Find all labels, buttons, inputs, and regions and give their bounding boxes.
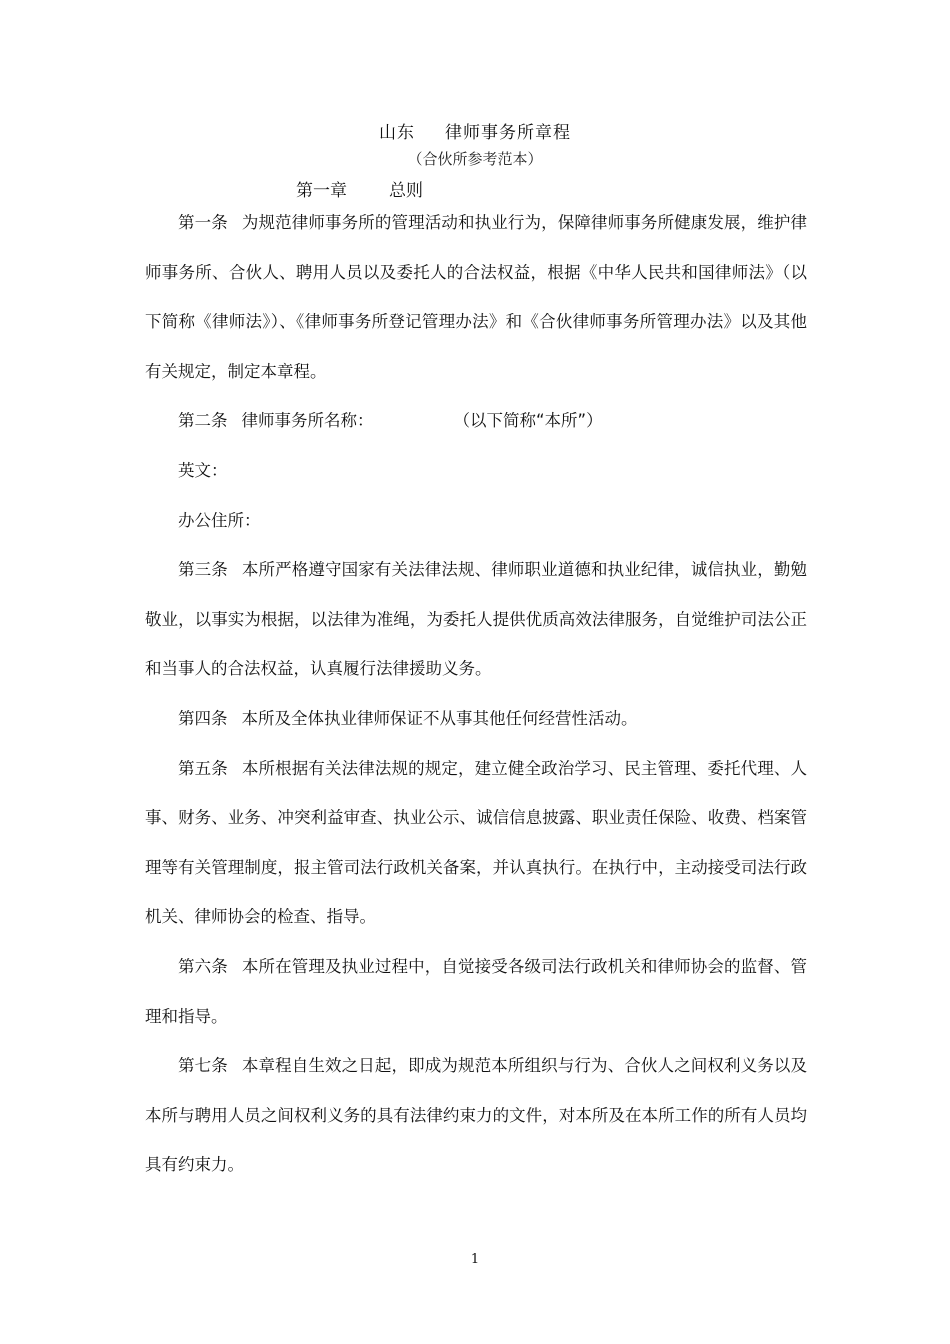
english-name-label: 英文： xyxy=(178,460,228,480)
article-label: 第五条 xyxy=(178,758,228,778)
article-text: 本所及全体执业律师保证不从事其他任何经营性活动。 xyxy=(241,708,638,728)
article-text: 为规范律师事务所的管理活动和执业行为，保障律师事务所健康发展，维护律师事务所、合伙人、聘用人员以及委托人的合法权益，根据《中华人民共和国律师法》（以下简称《律师法》）、《律师事务所登记管理办法》和《合伙律师事务所管理办法》以及其他有关规定，制定本章程。 xyxy=(145,213,807,381)
article-6 xyxy=(145,942,807,1041)
title-region: 山东 xyxy=(379,123,415,143)
article-7 xyxy=(145,1041,807,1190)
document-title xyxy=(0,118,950,143)
article-label: 第二条 xyxy=(178,411,228,431)
article-text: 律师事务所名称： xyxy=(241,411,374,431)
chapter-name: 总则 xyxy=(389,181,423,201)
article-text: 本所根据有关法律法规的规定，建立健全政治学习、民主管理、委托代理、人事、财务、业务、冲突利益审查、执业公示、诚信信息披露、职业责任保险、收费、档案管理等有关管理制度，报主管司法行政机关备案，并认真执行。在执行中，主动接受司法行政机关、律师协会的检查、指导。 xyxy=(145,758,807,927)
office-address-label: 办公住所： xyxy=(178,510,261,530)
chapter-number: 第一章 xyxy=(296,181,347,201)
office-address-line xyxy=(145,496,807,546)
page-number: 1 xyxy=(470,1252,480,1267)
article-5 xyxy=(145,744,807,942)
article-1 xyxy=(145,198,807,396)
english-name-line xyxy=(145,446,807,496)
article-label: 第三条 xyxy=(178,560,228,580)
article-4 xyxy=(145,694,807,744)
article-label: 第七条 xyxy=(178,1056,228,1076)
title-main: 律师事务所章程 xyxy=(445,123,571,143)
article-text: 本所严格遵守国家有关法律法规、律师职业道德和执业纪律，诚信执业，勤勉敬业，以事实为根据，以法律为准绳，为委托人提供优质高效法律服务，自觉维护司法公正和当事人的合法权益，认真履行法律援助义务。 xyxy=(145,560,807,679)
article-label: 第四条 xyxy=(178,708,228,728)
document-subtitle: （合伙所参考范本） xyxy=(407,150,543,168)
article-2 xyxy=(145,396,807,446)
article-text: 本章程自生效之日起，即成为规范本所组织与行为、合伙人之间权利义务以及本所与聘用人员之间权利义务的具有法律约束力的文件，对本所及在本所工作的所有人员均具有约束力。 xyxy=(145,1056,807,1175)
article-text-suffix: （以下简称“本所”） xyxy=(453,411,603,431)
article-label: 第六条 xyxy=(178,956,228,976)
document-body xyxy=(145,198,807,1190)
article-3 xyxy=(145,545,807,694)
article-label: 第一条 xyxy=(178,213,228,232)
article-text: 本所在管理及执业过程中，自觉接受各级司法行政机关和律师协会的监督、管理和指导。 xyxy=(145,956,807,1026)
